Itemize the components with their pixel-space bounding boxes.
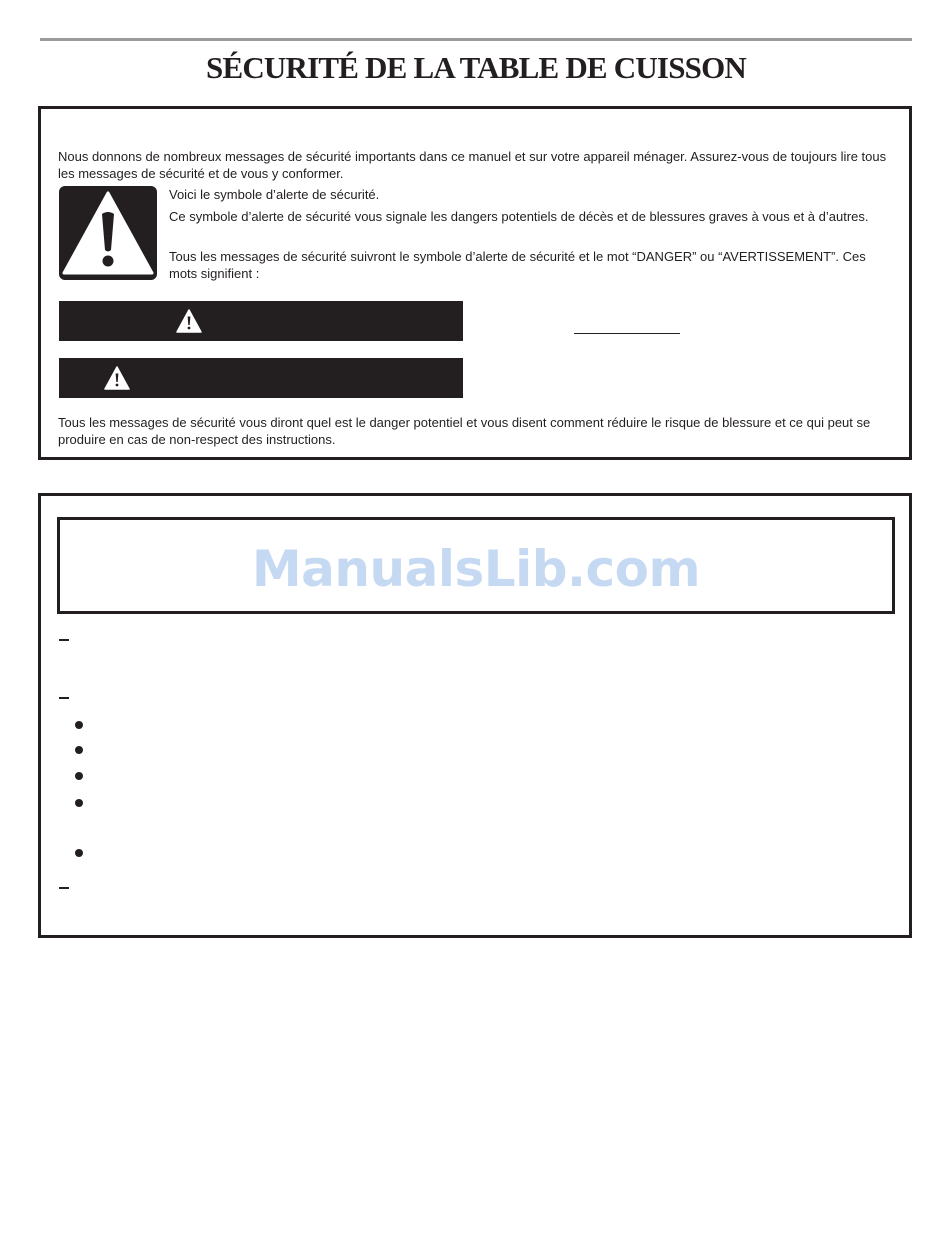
safety-alert-icon — [59, 186, 157, 280]
bullet-marker — [75, 746, 83, 754]
bullet-marker — [75, 849, 83, 857]
dash-marker — [59, 887, 69, 889]
safety-instructions-box — [38, 493, 912, 938]
symbol-description: Ce symbole d’alerte de sécurité vous signale les dangers potentiels de décès et de blessures graves à vous et à d’autres. — [169, 209, 869, 224]
top-rule — [40, 38, 912, 41]
page-title: SÉCURITÉ DE LA TABLE DE CUISSON — [206, 50, 746, 85]
warning-header-box — [57, 517, 895, 614]
dash-marker — [59, 697, 69, 699]
danger-signal-bar — [59, 301, 463, 341]
safety-intro-box — [38, 106, 912, 460]
intro-paragraph: Nous donnons de nombreux messages de sécurité importants dans ce manuel et sur votre appareil ménager. Assurez-vous de toujours lire tous les messages de sécurité et de vous y conformer. — [58, 149, 887, 181]
bullet-marker — [75, 721, 83, 729]
warning-triangle-icon — [103, 365, 131, 391]
warning-triangle-icon — [175, 308, 203, 334]
bullet-marker — [75, 772, 83, 780]
intro-footer: Tous les messages de sécurité vous diront quel est le danger potentiel et vous disent comment réduire le risque de blessure et ce qui peut se produire en cas de non-respect des instructions. — [58, 415, 871, 447]
underline-mark — [574, 333, 680, 334]
signal-words-description: Tous les messages de sécurité suivront le symbole d’alerte de sécurité et le mot “DANGER” ou “AVERTISSEMENT”. Ces mots signifient : — [169, 249, 866, 281]
dash-marker — [59, 639, 69, 641]
symbol-caption: Voici le symbole d’alerte de sécurité. — [169, 187, 380, 202]
watermark-text: ManualsLib.com — [251, 540, 701, 598]
bullet-marker — [75, 799, 83, 807]
warning-signal-bar — [59, 358, 463, 398]
